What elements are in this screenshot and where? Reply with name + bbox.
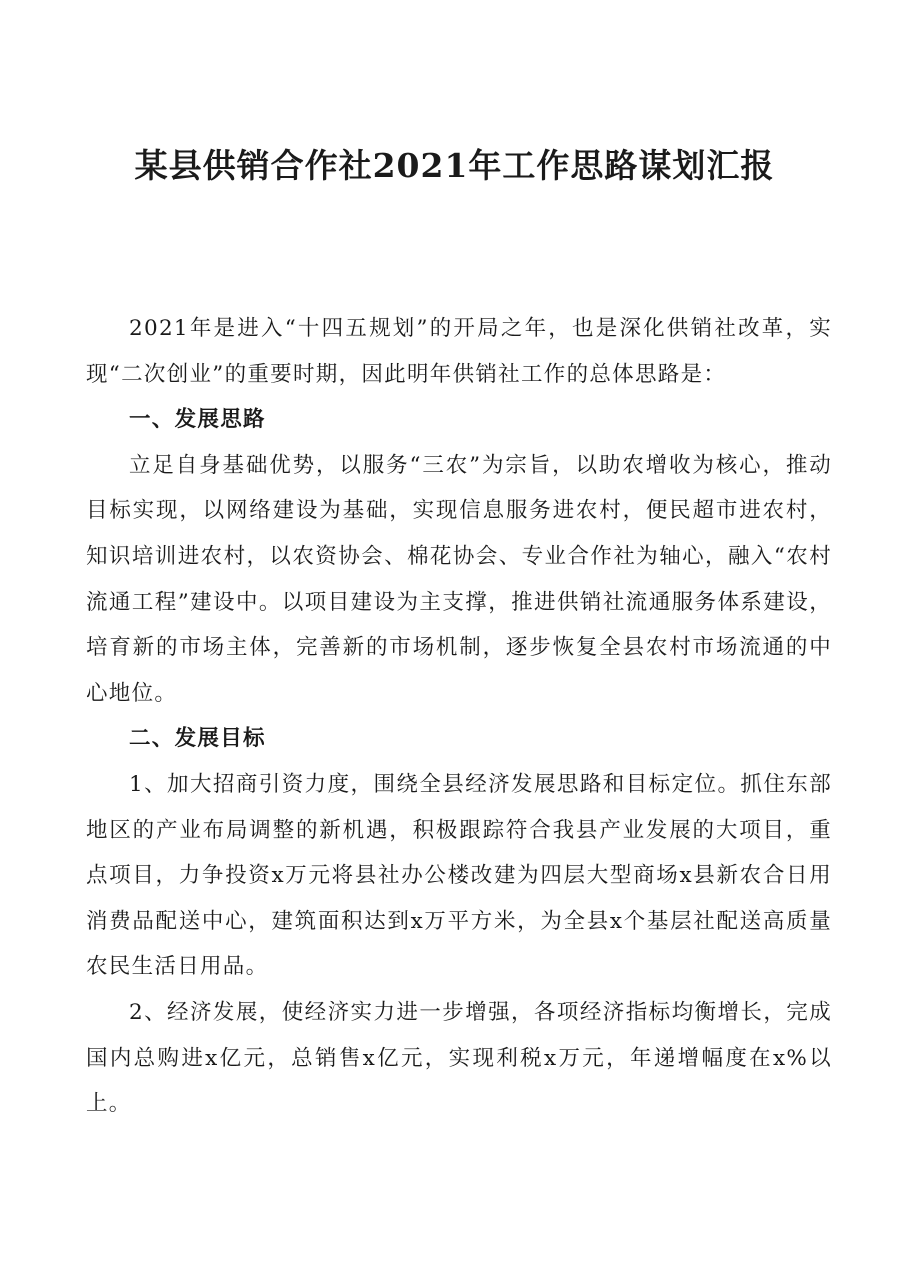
- section-paragraph: 2、经济发展，使经济实力进一步增强，各项经济指标均衡增长，完成国内总购进x亿元，总销售x亿元，实现利税x万元，年递增幅度在x%以上。: [86, 999, 832, 1117]
- section-heading-development-approach: 一、发展思路: [129, 407, 266, 433]
- document-body: [86, 306, 832, 1127]
- document-title: 某县供销合作社2021年工作思路谋划汇报: [134, 146, 775, 185]
- section-paragraph: 1、加大招商引资力度，围绕全县经济发展思路和目标定位。抓住东部地区的产业布局调整的新机遇，积极跟踪符合我县产业发展的大项目，重点项目，力争投资x万元将县社办公楼改建为四层大型商场x县新农合日用消费品配送中心，建筑面积达到x万平方米，为全县x个基层社配送高质量农民生活日用品。: [86, 771, 832, 980]
- section-paragraph: 立足自身基础优势，以服务“三农”为宗旨，以助农增收为核心，推动目标实现，以网络建设为基础，实现信息服务进农村，便民超市进农村，知识培训进农村，以农资协会、棉花协会、专业合作社为轴心，融入“农村流通工程”建设中。以项目建设为主支撑，推进供销社流通服务体系建设，培育新的市场主体，完善新的市场机制，逐步恢复全县农村市场流通的中心地位。: [86, 452, 832, 706]
- section-heading-development-goals: 二、发展目标: [129, 726, 266, 752]
- intro-paragraph: 2021年是进入“十四五规划”的开局之年，也是深化供销社改革，实现“二次创业”的重要时期，因此明年供销社工作的总体思路是：: [86, 316, 832, 387]
